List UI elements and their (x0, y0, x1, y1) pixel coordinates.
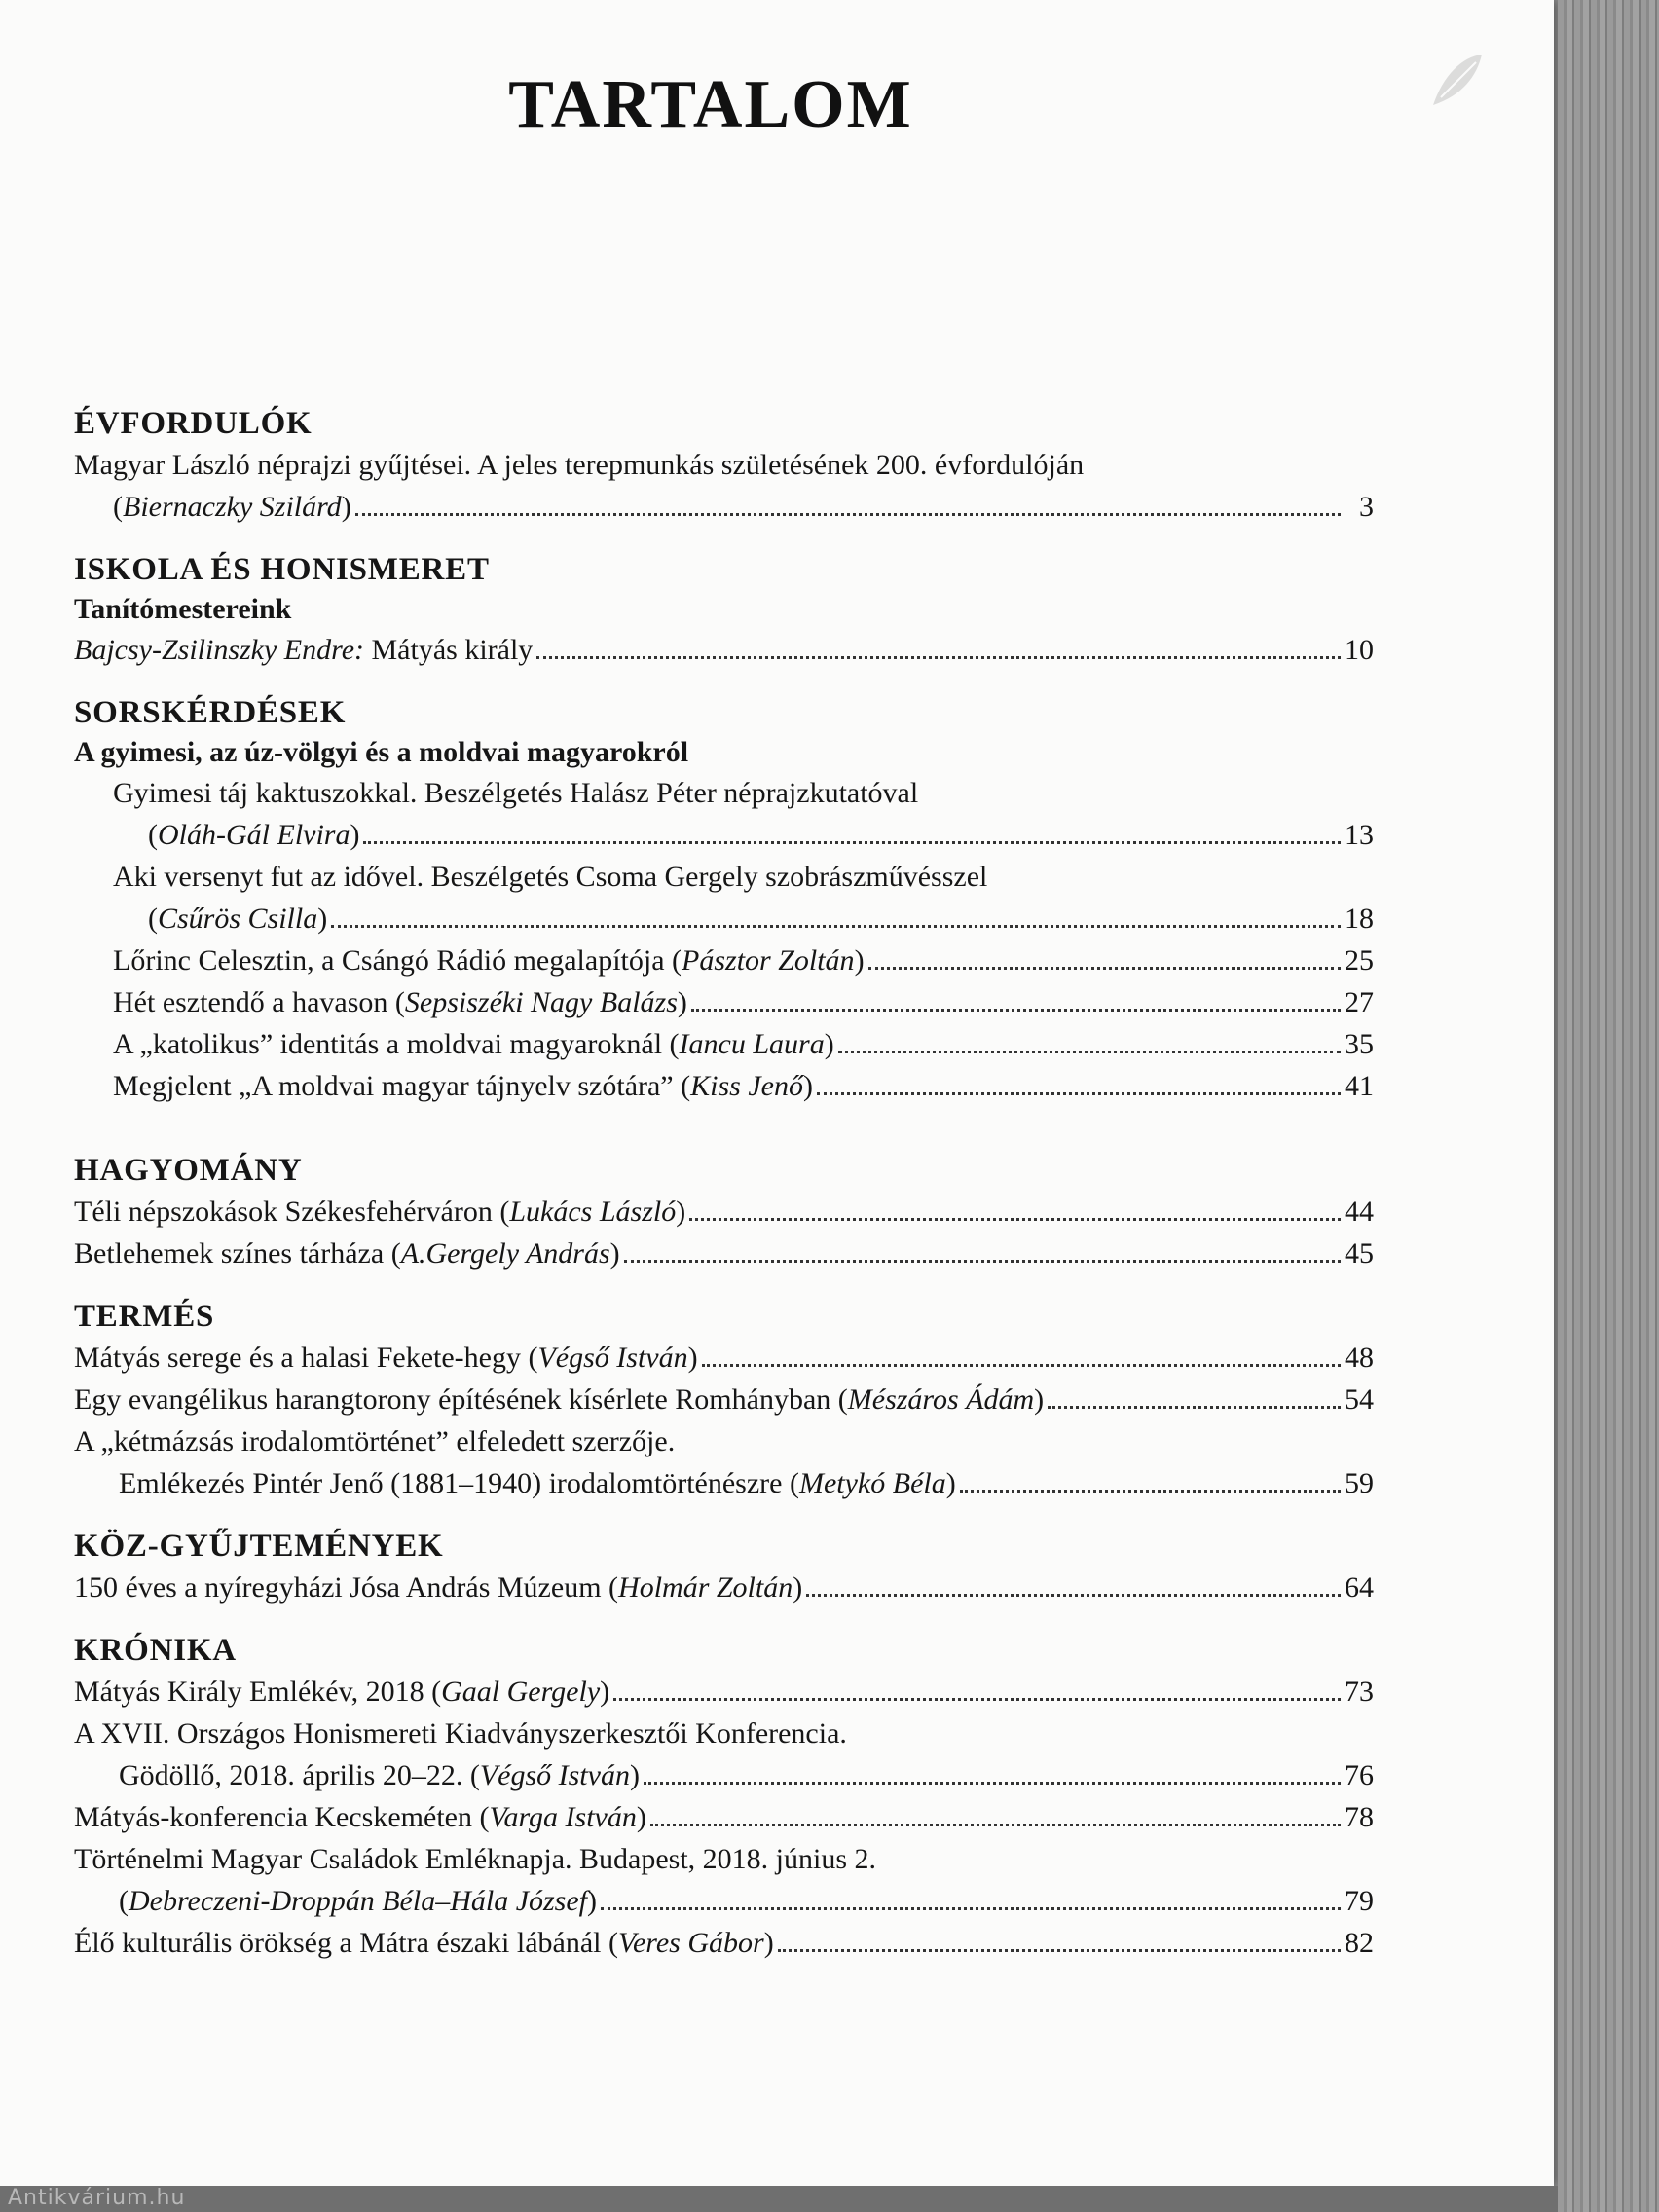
toc-entry[interactable] (74, 1754, 1374, 1796)
page-number: 79 (1345, 1885, 1374, 1917)
section-title-koz-gyujtemenyek: KÖZ-GYŰJTEMÉNYEK (74, 1529, 444, 1564)
toc-entry[interactable] (74, 1567, 1374, 1608)
section-title-iskola: ISKOLA ÉS HONISMERET (74, 552, 490, 587)
section-title-evfordulok: ÉVFORDULÓK (74, 406, 313, 441)
toc-entry[interactable] (74, 1880, 1374, 1922)
dot-leader (817, 1092, 1341, 1095)
page-number: 13 (1345, 819, 1374, 851)
dot-leader (601, 1907, 1341, 1910)
entry-text: Mátyás-konferencia Kecskeméten (Varga István) (74, 1801, 646, 1833)
toc-entry[interactable] (74, 486, 1374, 528)
entry-text: Hét esztendő a havason (Sepsiszéki Nagy Balázs) (113, 986, 687, 1018)
toc-entry-line[interactable]: A XVII. Országos Honismereti Kiadványszerkesztői Konferencia. (74, 1717, 847, 1750)
entry-text: Téli népszokások Székesfehérváron (Lukács László) (74, 1196, 686, 1228)
entry-author: Metykó Béla (798, 1467, 946, 1499)
section-title-hagyomany: HAGYOMÁNY (74, 1153, 303, 1188)
entry-text: 150 éves a nyíregyházi Jósa András Múzeum (Holmár Zoltán) (74, 1571, 803, 1604)
dot-leader (689, 1218, 1341, 1221)
book-binding-edge (1558, 0, 1659, 2212)
section-title-kronika: KRÓNIKA (74, 1633, 237, 1668)
page-number: 59 (1345, 1467, 1374, 1499)
toc-entry[interactable] (74, 814, 1374, 856)
entry-text (74, 629, 533, 671)
entry-author: Végső István (479, 1759, 630, 1791)
page-number: 18 (1345, 903, 1374, 935)
dot-leader (613, 1698, 1341, 1701)
entry-text: (Csűrös Csilla) (148, 903, 328, 935)
entry-title: Téli népszokások Székesfehérváron (74, 1196, 500, 1228)
page-number: 25 (1345, 944, 1374, 977)
page-number: 76 (1345, 1759, 1374, 1791)
page-number: 10 (1345, 634, 1374, 666)
leaf-ornament-icon (1423, 47, 1492, 115)
dot-leader (691, 1009, 1341, 1012)
toc-entry-line[interactable]: Gyimesi táj kaktuszokkal. Beszélgetés Halász Péter néprajzkutatóval (113, 777, 919, 809)
entry-author: Végső István (537, 1342, 688, 1374)
entry-author: Varga István (489, 1801, 637, 1833)
toc-entry[interactable] (74, 1191, 1374, 1233)
page-number: 3 (1359, 491, 1374, 523)
entry-text: A „katolikus” identitás a moldvai magyaroknál (Iancu Laura) (113, 1028, 834, 1060)
page-number: 54 (1345, 1383, 1374, 1416)
page-number: 48 (1345, 1342, 1374, 1374)
section-title-termes: TERMÉS (74, 1299, 215, 1334)
dot-leader (331, 925, 1341, 928)
entry-text: Emlékezés Pintér Jenő (1881–1940) irodalomtörténészre (Metykó Béla) (119, 1467, 956, 1499)
dot-leader (868, 967, 1341, 970)
entry-text: Lőrinc Celesztin, a Csángó Rádió megalapítója (Pásztor Zoltán) (113, 944, 865, 977)
page-number: 44 (1345, 1196, 1374, 1228)
entry-title: Gödöllő, 2018. április 20–22. (119, 1759, 470, 1791)
toc-entry[interactable] (74, 1065, 1374, 1107)
entry-title: Mátyás király (364, 634, 534, 666)
entry-text: Élő kulturális örökség a Mátra északi lábánál (Veres Gábor) (74, 1927, 774, 1959)
page-number: 73 (1345, 1676, 1374, 1708)
dot-leader (536, 656, 1341, 659)
entry-author: Iancu Laura (679, 1028, 825, 1060)
entry-text: Gödöllő, 2018. április 20–22. (Végső István) (119, 1759, 640, 1791)
entry-author: Oláh-Gál Elvira (158, 819, 350, 851)
page-number: 78 (1345, 1801, 1374, 1833)
page-number: 82 (1345, 1927, 1374, 1959)
toc-entry[interactable] (74, 1671, 1374, 1713)
toc-entry[interactable] (74, 1023, 1374, 1065)
section-subheading: Tanítómestereink (74, 593, 292, 625)
entry-title: Mátyás serege és a halasi Fekete-hegy (74, 1342, 529, 1374)
toc-entry[interactable] (74, 898, 1374, 940)
entry-title: Megjelent „A moldvai magyar tájnyelv szótára” (113, 1070, 682, 1102)
toc-entry-line[interactable]: Történelmi Magyar Családok Emléknapja. Budapest, 2018. június 2. (74, 1843, 877, 1875)
entry-author: Debreczeni-Droppán Béla–Hála József (129, 1885, 588, 1917)
entry-author: Bajcsy-Zsilinszky Endre: (74, 634, 364, 666)
entry-title: 150 éves a nyíregyházi Jósa András Múzeum (74, 1571, 609, 1604)
entry-text: Mátyás serege és a halasi Fekete-hegy (Végső István) (74, 1342, 698, 1374)
entry-title: Betlehemek színes tárháza (74, 1237, 391, 1270)
entry-title: Hét esztendő a havason (113, 986, 395, 1018)
entry-author: Veres Gábor (617, 1927, 764, 1959)
entry-text: (Biernaczky Szilárd) (113, 491, 351, 523)
page-number: 35 (1345, 1028, 1374, 1060)
page-number: 27 (1345, 986, 1374, 1018)
toc-entry[interactable] (74, 940, 1374, 981)
entry-author: Pásztor Zoltán (682, 944, 855, 977)
entry-author: Biernaczky Szilárd (123, 491, 342, 523)
bottom-strip (0, 2186, 1558, 2212)
entry-text: (Debreczeni-Droppán Béla–Hála József) (119, 1885, 598, 1917)
dot-leader (1048, 1406, 1341, 1409)
entry-title: Lőrinc Celesztin, a Csángó Rádió megalapítója (113, 944, 673, 977)
page-number: 45 (1345, 1237, 1374, 1270)
entry-text: (Oláh-Gál Elvira) (148, 819, 360, 851)
toc-entry[interactable] (74, 1337, 1374, 1379)
entry-title: A „katolikus” identitás a moldvai magyaroknál (113, 1028, 670, 1060)
toc-entry[interactable] (74, 1922, 1374, 1964)
entry-title: Egy evangélikus harangtorony építésének kísérlete Romhányban (74, 1383, 838, 1416)
toc-entry-line[interactable]: Aki versenyt fut az idővel. Beszélgetés Csoma Gergely szobrászművésszel (113, 861, 988, 893)
dot-leader (960, 1490, 1341, 1493)
toc-entry[interactable] (74, 1233, 1374, 1274)
page-number: 64 (1345, 1571, 1374, 1604)
dot-leader (650, 1824, 1341, 1826)
entry-author: Lukács László (509, 1196, 677, 1228)
entry-author: Holmár Zoltán (618, 1571, 793, 1604)
entry-author: Mészáros Ádám (847, 1383, 1035, 1416)
toc-entry-line[interactable]: A „kétmázsás irodalomtörténet” elfeledett szerzője. (74, 1425, 676, 1457)
toc-entry[interactable] (74, 1379, 1374, 1420)
entry-author: A.Gergely András (400, 1237, 610, 1270)
entry-text: Mátyás Király Emlékév, 2018 (Gaal Gergely) (74, 1676, 610, 1708)
dot-leader (806, 1594, 1341, 1597)
entry-author: Sepsiszéki Nagy Balázs (404, 986, 678, 1018)
dot-leader (778, 1949, 1341, 1952)
entry-text: Megjelent „A moldvai magyar tájnyelv szótára” (Kiss Jenő) (113, 1070, 813, 1102)
toc-entry[interactable] (74, 629, 1374, 671)
toc-entry[interactable] (74, 981, 1374, 1023)
section-subheading: A gyimesi, az úz-völgyi és a moldvai magyarokról (74, 736, 689, 768)
dot-leader (644, 1782, 1341, 1785)
entry-author: Gaal Gergely (441, 1676, 601, 1708)
toc-entry-line[interactable]: Magyar László néprajzi gyűjtései. A jeles terepmunkás születésének 200. évfordulóján (74, 449, 1085, 481)
toc-entry[interactable] (74, 1796, 1374, 1838)
dot-leader (838, 1051, 1341, 1053)
dot-leader (702, 1364, 1341, 1367)
entry-title: Mátyás-konferencia Kecskeméten (74, 1801, 480, 1833)
dot-leader (355, 513, 1341, 516)
section-title-sorskerdesek: SORSKÉRDÉSEK (74, 695, 347, 730)
entry-title: Élő kulturális örökség a Mátra északi lábánál (74, 1927, 608, 1959)
entry-author: Kiss Jenő (690, 1070, 803, 1102)
page-title: TARTALOM (508, 67, 913, 142)
entry-author: Csűrös Csilla (158, 903, 318, 935)
entry-title: Mátyás Király Emlékév, 2018 (74, 1676, 432, 1708)
page-number: 41 (1345, 1070, 1374, 1102)
entry-text: Betlehemek színes tárháza (A.Gergely András) (74, 1237, 620, 1270)
entry-text: Egy evangélikus harangtorony építésének kísérlete Romhányban (Mészáros Ádám) (74, 1383, 1045, 1416)
dot-leader (363, 841, 1341, 844)
table-of-contents (74, 403, 1374, 1964)
entry-title: Emlékezés Pintér Jenő (1881–1940) irodalomtörténészre (119, 1467, 790, 1499)
dot-leader (624, 1260, 1341, 1263)
toc-entry[interactable] (74, 1462, 1374, 1504)
watermark-text: Antikvárium.hu (8, 2186, 186, 2210)
